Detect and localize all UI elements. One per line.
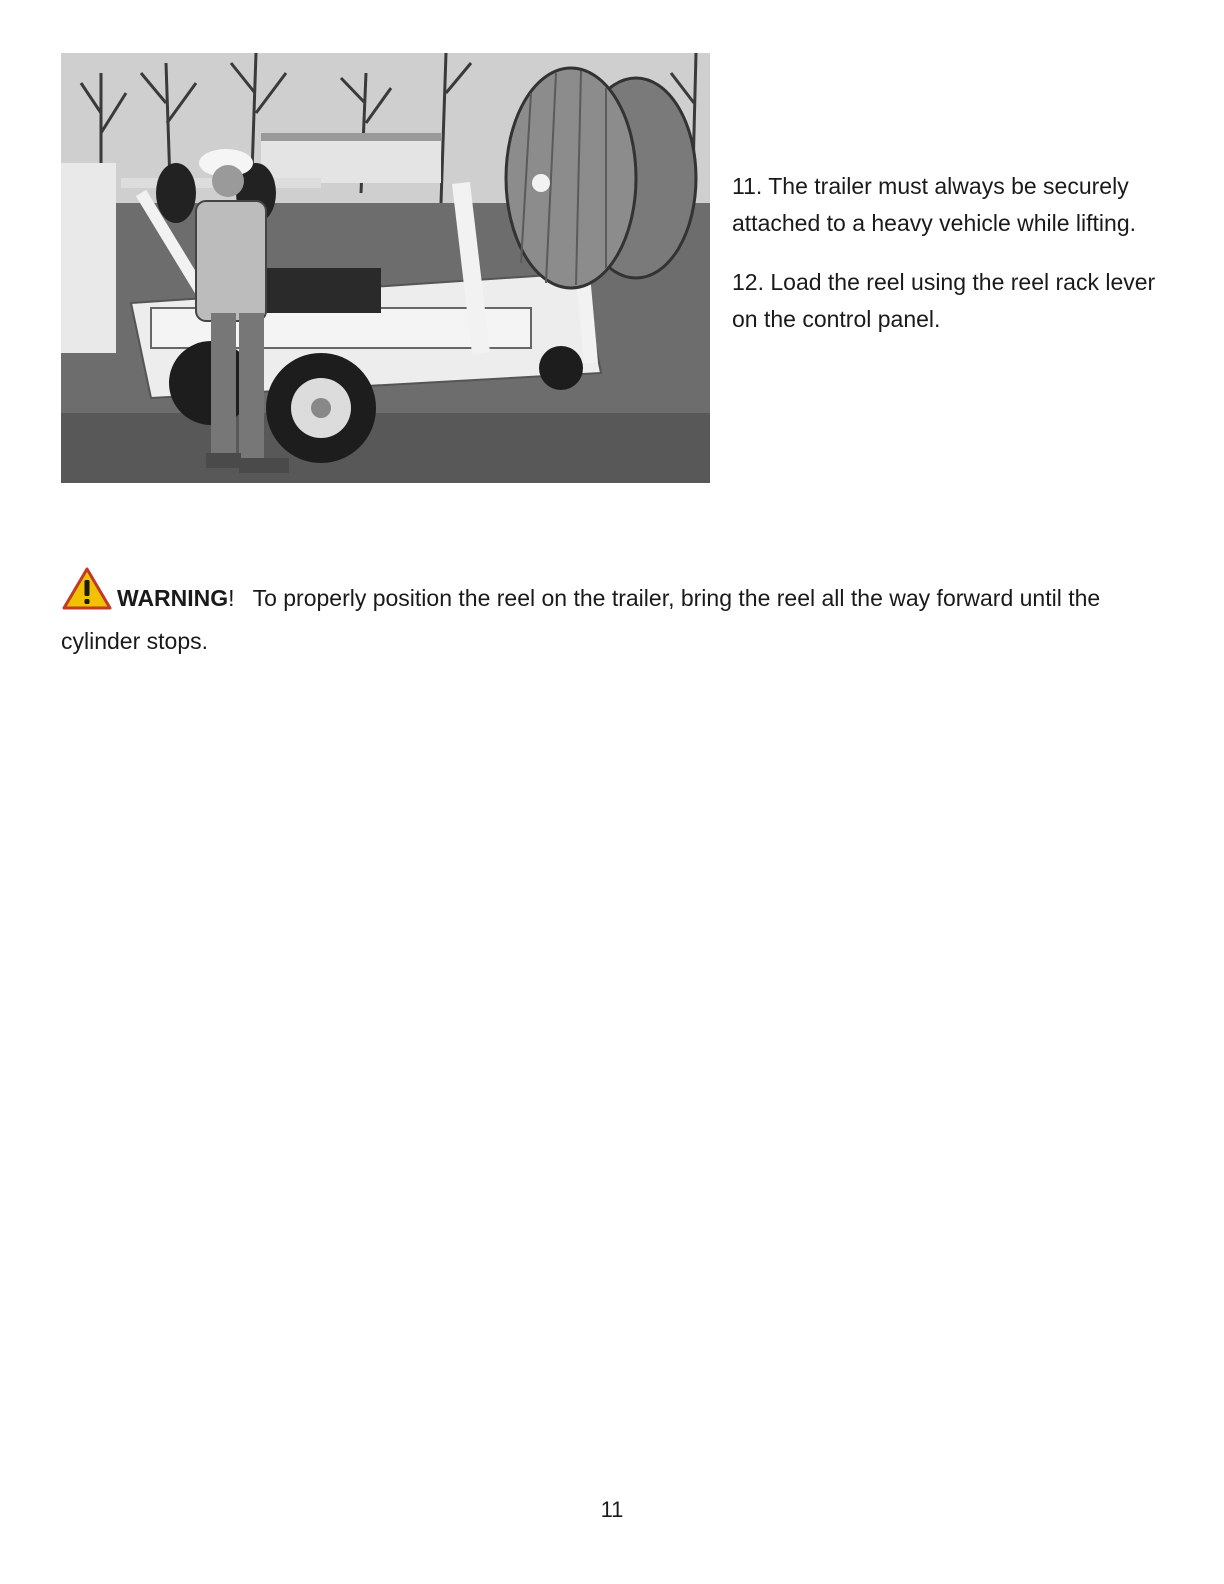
warning-exclamation: ! — [228, 585, 235, 611]
step-11: 11. The trailer must always be securely attached to a heavy vehicle while lifting. — [732, 173, 1137, 236]
step-12: 12. Load the reel using the reel rack lever on the control panel. — [732, 269, 1156, 332]
trailer-reel-photo-illustration — [61, 53, 710, 483]
warning-notice — [61, 566, 1171, 660]
page-number: 11 — [600, 1497, 624, 1522]
warning-triangle-icon — [61, 566, 113, 623]
instruction-steps — [732, 168, 1172, 360]
trailer-reel-photo — [61, 53, 710, 483]
warning-label: WARNING — [117, 585, 229, 611]
warning-text: To properly position the reel on the trailer, bring the reel all the way forward until the cylinder stops. — [61, 585, 1101, 654]
